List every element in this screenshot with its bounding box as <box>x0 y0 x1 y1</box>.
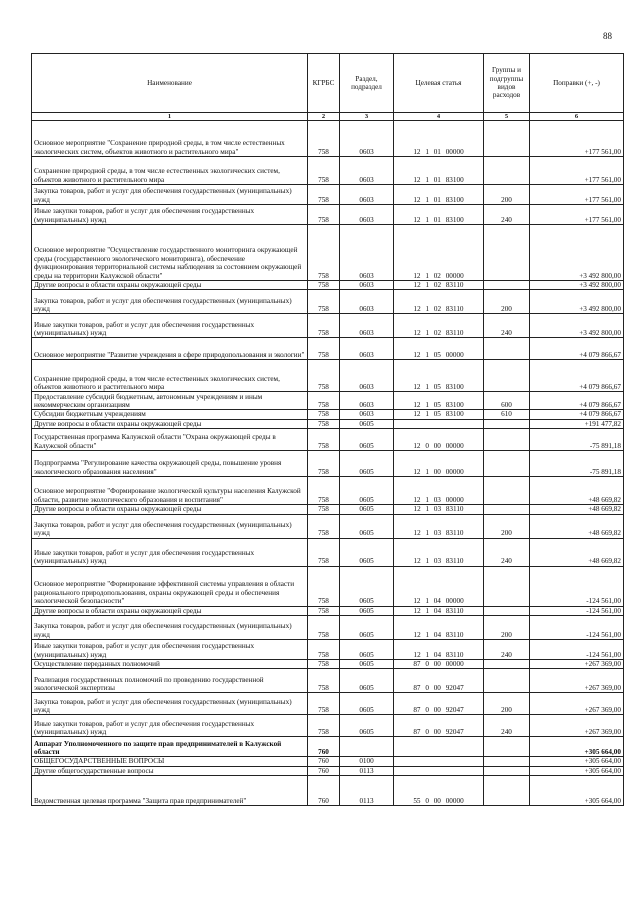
row-target: 87 0 00 92047 <box>394 715 484 737</box>
row-group: 200 <box>484 693 530 715</box>
column-number: 2 <box>308 113 340 121</box>
header-section: Раздел, подраздел <box>340 54 394 113</box>
row-amount: +305 664,00 <box>530 737 624 757</box>
row-name: Подпрограмма "Регулирование качества окружающей среды, повышение уровня экологического образования населения" <box>32 451 308 477</box>
row-group <box>484 429 530 451</box>
row-name: Сохранение природной среды, в том числе естественных экологических систем, объектов животного и растительного мира <box>32 157 308 185</box>
row-ktrbs: 758 <box>308 410 340 419</box>
row-name: Другие вопросы в области охраны окружающей среды <box>32 505 308 514</box>
row-group <box>484 566 530 606</box>
row-section: 0605 <box>340 660 394 669</box>
row-amount: +267 369,00 <box>530 660 624 669</box>
row-name: Иные закупки товаров, работ и услуг для обеспечения государственных (муниципальных) нужд <box>32 205 308 225</box>
row-ktrbs: 758 <box>308 660 340 669</box>
column-number: 3 <box>340 113 394 121</box>
row-ktrbs: 758 <box>308 338 340 360</box>
row-group: 610 <box>484 410 530 419</box>
row-section: 0605 <box>340 451 394 477</box>
table-row <box>32 392 624 410</box>
row-ktrbs: 758 <box>308 566 340 606</box>
row-section: 0605 <box>340 429 394 451</box>
row-target: 12 1 01 83100 <box>394 205 484 225</box>
row-section: 0603 <box>340 314 394 338</box>
row-amount: +4 079 866,67 <box>530 360 624 392</box>
row-target: 12 1 03 83110 <box>394 538 484 566</box>
row-section: 0605 <box>340 505 394 514</box>
row-target: 12 1 05 83100 <box>394 392 484 410</box>
row-group: 240 <box>484 715 530 737</box>
row-group: 240 <box>484 314 530 338</box>
row-name: Основное мероприятие "Осуществление государственного мониторинга окружающей среды (государственного экологического мониторинга), обеспечение функционирования территориальной системы наблюдения за состоянием окружающей среды на территории Калужской области" <box>32 225 308 281</box>
row-amount: +4 079 866,67 <box>530 338 624 360</box>
row-group <box>484 419 530 428</box>
row-amount: +177 561,00 <box>530 205 624 225</box>
table-row <box>32 514 624 538</box>
row-group <box>484 451 530 477</box>
row-ktrbs: 758 <box>308 225 340 281</box>
row-name: Субсидии бюджетным учреждениям <box>32 410 308 419</box>
row-name: Другие вопросы в области охраны окружающей среды <box>32 281 308 290</box>
row-target: 12 1 05 00000 <box>394 338 484 360</box>
row-section: 0603 <box>340 205 394 225</box>
row-amount: +3 492 800,00 <box>530 281 624 290</box>
row-amount: +3 492 800,00 <box>530 314 624 338</box>
row-section: 0603 <box>340 157 394 185</box>
header-target: Целевая статья <box>394 54 484 113</box>
column-number: 5 <box>484 113 530 121</box>
row-group <box>484 360 530 392</box>
row-target: 55 0 00 00000 <box>394 776 484 806</box>
row-amount: -75 891,18 <box>530 429 624 451</box>
row-ktrbs: 758 <box>308 640 340 660</box>
row-name: Аппарат Уполномоченного по защите прав предпринимателей в Калужской области <box>32 737 308 757</box>
table-row <box>32 360 624 392</box>
row-ktrbs: 758 <box>308 185 340 205</box>
row-name: Закупка товаров, работ и услуг для обеспечения государственных (муниципальных) нужд <box>32 693 308 715</box>
column-number: 4 <box>394 113 484 121</box>
table-row <box>32 410 624 419</box>
row-group <box>484 776 530 806</box>
row-section: 0603 <box>340 185 394 205</box>
row-amount: +267 369,00 <box>530 693 624 715</box>
row-target <box>394 419 484 428</box>
column-number: 6 <box>530 113 624 121</box>
row-amount: +177 561,00 <box>530 185 624 205</box>
row-amount: +3 492 800,00 <box>530 290 624 314</box>
row-amount: -124 561,00 <box>530 640 624 660</box>
row-ktrbs: 758 <box>308 606 340 615</box>
table-row <box>32 290 624 314</box>
row-name: Осуществление переданных полномочий <box>32 660 308 669</box>
row-target: 12 0 00 00000 <box>394 429 484 451</box>
table-row <box>32 766 624 775</box>
row-ktrbs: 758 <box>308 392 340 410</box>
row-amount: +305 664,00 <box>530 776 624 806</box>
row-amount: +3 492 800,00 <box>530 225 624 281</box>
row-target <box>394 766 484 775</box>
row-ktrbs: 760 <box>308 737 340 757</box>
row-amount: +305 664,00 <box>530 757 624 766</box>
row-amount: -124 561,00 <box>530 616 624 640</box>
row-target: 12 1 02 83110 <box>394 281 484 290</box>
row-target: 12 1 04 83110 <box>394 640 484 660</box>
row-name: Закупка товаров, работ и услуг для обеспечения государственных (муниципальных) нужд <box>32 514 308 538</box>
table-row <box>32 225 624 281</box>
row-group <box>484 281 530 290</box>
row-ktrbs: 758 <box>308 314 340 338</box>
column-number-row <box>32 113 624 121</box>
row-target: 12 1 04 83110 <box>394 606 484 615</box>
row-amount: +191 477,82 <box>530 419 624 428</box>
row-group: 240 <box>484 640 530 660</box>
row-ktrbs: 758 <box>308 290 340 314</box>
row-name: Другие вопросы в области охраны окружающей среды <box>32 606 308 615</box>
row-name: Основное мероприятие "Сохранение природной среды, в том числе естественных экологических систем, объектов животного и растительного мира" <box>32 121 308 157</box>
row-group: 200 <box>484 290 530 314</box>
row-name: Иные закупки товаров, работ и услуг для обеспечения государственных (муниципальных) нужд <box>32 715 308 737</box>
row-target: 12 1 04 00000 <box>394 566 484 606</box>
row-group <box>484 737 530 757</box>
row-section <box>340 737 394 757</box>
table-row <box>32 669 624 693</box>
table-row <box>32 419 624 428</box>
row-name: Ведомственная целевая программа "Защита прав предпринимателей" <box>32 776 308 806</box>
row-target: 12 1 01 83100 <box>394 157 484 185</box>
row-section: 0605 <box>340 419 394 428</box>
row-name: Другие общегосударственные вопросы <box>32 766 308 775</box>
row-section: 0605 <box>340 693 394 715</box>
row-name: Основное мероприятие "Развитие учреждения в сфере природопользования и экологии" <box>32 338 308 360</box>
row-target: 12 1 05 83100 <box>394 360 484 392</box>
row-name: ОБЩЕГОСУДАРСТВЕННЫЕ ВОПРОСЫ <box>32 757 308 766</box>
row-amount: +4 079 866,67 <box>530 410 624 419</box>
table-row <box>32 477 624 505</box>
row-ktrbs: 758 <box>308 360 340 392</box>
row-section: 0603 <box>340 392 394 410</box>
table-row <box>32 314 624 338</box>
row-target: 12 1 05 83100 <box>394 410 484 419</box>
table-header-row <box>32 54 624 113</box>
row-group <box>484 477 530 505</box>
row-group: 200 <box>484 616 530 640</box>
row-section: 0113 <box>340 776 394 806</box>
row-amount: -75 891,18 <box>530 451 624 477</box>
row-amount: +177 561,00 <box>530 157 624 185</box>
row-target: 12 1 02 83110 <box>394 290 484 314</box>
row-group: 240 <box>484 538 530 566</box>
table-row <box>32 693 624 715</box>
table-row <box>32 185 624 205</box>
row-target: 87 0 00 92047 <box>394 693 484 715</box>
row-name: Иные закупки товаров, работ и услуг для обеспечения государственных (муниципальных) нужд <box>32 314 308 338</box>
row-section: 0605 <box>340 669 394 693</box>
row-name: Иные закупки товаров, работ и услуг для обеспечения государственных (муниципальных) нужд <box>32 640 308 660</box>
table-row <box>32 566 624 606</box>
row-name: Сохранение природной среды, в том числе естественных экологических систем, объектов животного и растительного мира <box>32 360 308 392</box>
budget-amendments-table <box>31 53 624 806</box>
row-amount: +267 369,00 <box>530 669 624 693</box>
row-name: Закупка товаров, работ и услуг для обеспечения государственных (муниципальных) нужд <box>32 290 308 314</box>
row-section: 0113 <box>340 766 394 775</box>
row-ktrbs: 758 <box>308 505 340 514</box>
row-ktrbs: 758 <box>308 281 340 290</box>
header-name: Наименование <box>32 54 308 113</box>
row-section: 0603 <box>340 290 394 314</box>
row-target: 12 1 03 00000 <box>394 477 484 505</box>
table-row <box>32 640 624 660</box>
row-target: 12 1 01 83100 <box>394 185 484 205</box>
row-ktrbs: 758 <box>308 477 340 505</box>
row-ktrbs: 758 <box>308 121 340 157</box>
row-group <box>484 766 530 775</box>
row-name: Основное мероприятие "Формирование эффективной системы управления в области рационального природопользования, охраны окружающей среды и обеспечения экологической безопасности" <box>32 566 308 606</box>
row-ktrbs: 760 <box>308 776 340 806</box>
row-ktrbs: 758 <box>308 715 340 737</box>
row-group <box>484 757 530 766</box>
row-group <box>484 660 530 669</box>
row-ktrbs: 760 <box>308 766 340 775</box>
row-amount: +305 664,00 <box>530 766 624 775</box>
row-target <box>394 737 484 757</box>
table-row <box>32 121 624 157</box>
row-ktrbs: 758 <box>308 157 340 185</box>
table-row <box>32 281 624 290</box>
row-group <box>484 225 530 281</box>
row-section: 0605 <box>340 514 394 538</box>
row-section: 0605 <box>340 616 394 640</box>
row-target: 12 1 02 00000 <box>394 225 484 281</box>
row-section: 0603 <box>340 338 394 360</box>
row-name: Основное мероприятие "Формирование экологической культуры населения Калужской области, развитие экологического образования и воспитания" <box>32 477 308 505</box>
row-name: Реализация государственных полномочий по проведению государственной экологической экспертизы <box>32 669 308 693</box>
table-row <box>32 205 624 225</box>
row-ktrbs: 758 <box>308 514 340 538</box>
row-group <box>484 606 530 615</box>
table-row <box>32 338 624 360</box>
row-section: 0603 <box>340 410 394 419</box>
row-amount: +4 079 866,67 <box>530 392 624 410</box>
page-number: 88 <box>603 31 612 41</box>
column-number: 1 <box>32 113 308 121</box>
row-ktrbs: 760 <box>308 757 340 766</box>
row-name: Закупка товаров, работ и услуг для обеспечения государственных (муниципальных) нужд <box>32 616 308 640</box>
table-row <box>32 776 624 806</box>
table-row <box>32 757 624 766</box>
row-amount: -124 561,00 <box>530 606 624 615</box>
row-amount: +48 669,82 <box>530 514 624 538</box>
row-section: 0605 <box>340 566 394 606</box>
row-section: 0603 <box>340 225 394 281</box>
row-amount: +48 669,82 <box>530 538 624 566</box>
row-ktrbs: 758 <box>308 693 340 715</box>
header-amendments: Поправки (+, -) <box>530 54 624 113</box>
row-name: Иные закупки товаров, работ и услуг для обеспечения государственных (муниципальных) нужд <box>32 538 308 566</box>
row-group: 200 <box>484 514 530 538</box>
row-group: 200 <box>484 185 530 205</box>
row-name: Предоставление субсидий бюджетным, автономным учреждениям и иным некоммерческим организациям <box>32 392 308 410</box>
row-name: Закупка товаров, работ и услуг для обеспечения государственных (муниципальных) нужд <box>32 185 308 205</box>
row-target: 12 1 03 83110 <box>394 514 484 538</box>
row-group <box>484 505 530 514</box>
row-target: 12 1 04 83110 <box>394 616 484 640</box>
row-ktrbs: 758 <box>308 429 340 451</box>
table-row <box>32 538 624 566</box>
row-ktrbs: 758 <box>308 669 340 693</box>
table-row <box>32 660 624 669</box>
row-ktrbs: 758 <box>308 538 340 566</box>
row-target <box>394 757 484 766</box>
row-name: Другие вопросы в области охраны окружающей среды <box>32 419 308 428</box>
row-section: 0603 <box>340 360 394 392</box>
table-row <box>32 737 624 757</box>
row-section: 0605 <box>340 538 394 566</box>
row-group <box>484 338 530 360</box>
row-amount: +177 561,00 <box>530 121 624 157</box>
table-row <box>32 157 624 185</box>
row-group <box>484 121 530 157</box>
row-ktrbs: 758 <box>308 419 340 428</box>
row-group <box>484 157 530 185</box>
table-row <box>32 505 624 514</box>
row-ktrbs: 758 <box>308 616 340 640</box>
row-target: 12 1 00 00000 <box>394 451 484 477</box>
row-name: Государственная программа Калужской области "Охрана окружающей среды в Калужской области" <box>32 429 308 451</box>
row-target: 12 1 01 00000 <box>394 121 484 157</box>
row-ktrbs: 758 <box>308 205 340 225</box>
row-ktrbs: 758 <box>308 451 340 477</box>
row-section: 0605 <box>340 640 394 660</box>
table-body <box>32 121 624 806</box>
table-row <box>32 429 624 451</box>
row-section: 0603 <box>340 281 394 290</box>
header-groups: Группы и подгруппы видов расходов <box>484 54 530 113</box>
row-section: 0603 <box>340 121 394 157</box>
row-group: 240 <box>484 205 530 225</box>
row-amount: -124 561,00 <box>530 566 624 606</box>
row-section: 0605 <box>340 606 394 615</box>
header-ktrbs: КГРБС <box>308 54 340 113</box>
row-group <box>484 669 530 693</box>
table-row <box>32 606 624 615</box>
row-amount: +267 369,00 <box>530 715 624 737</box>
row-target: 12 1 02 83110 <box>394 314 484 338</box>
row-target: 87 0 00 00000 <box>394 660 484 669</box>
row-target: 12 1 03 83110 <box>394 505 484 514</box>
table-row <box>32 616 624 640</box>
row-section: 0605 <box>340 715 394 737</box>
row-section: 0605 <box>340 477 394 505</box>
row-section: 0100 <box>340 757 394 766</box>
row-target: 87 0 00 92047 <box>394 669 484 693</box>
row-group: 600 <box>484 392 530 410</box>
row-amount: +48 669,82 <box>530 477 624 505</box>
row-amount: +48 669,82 <box>530 505 624 514</box>
table-row <box>32 451 624 477</box>
table-row <box>32 715 624 737</box>
